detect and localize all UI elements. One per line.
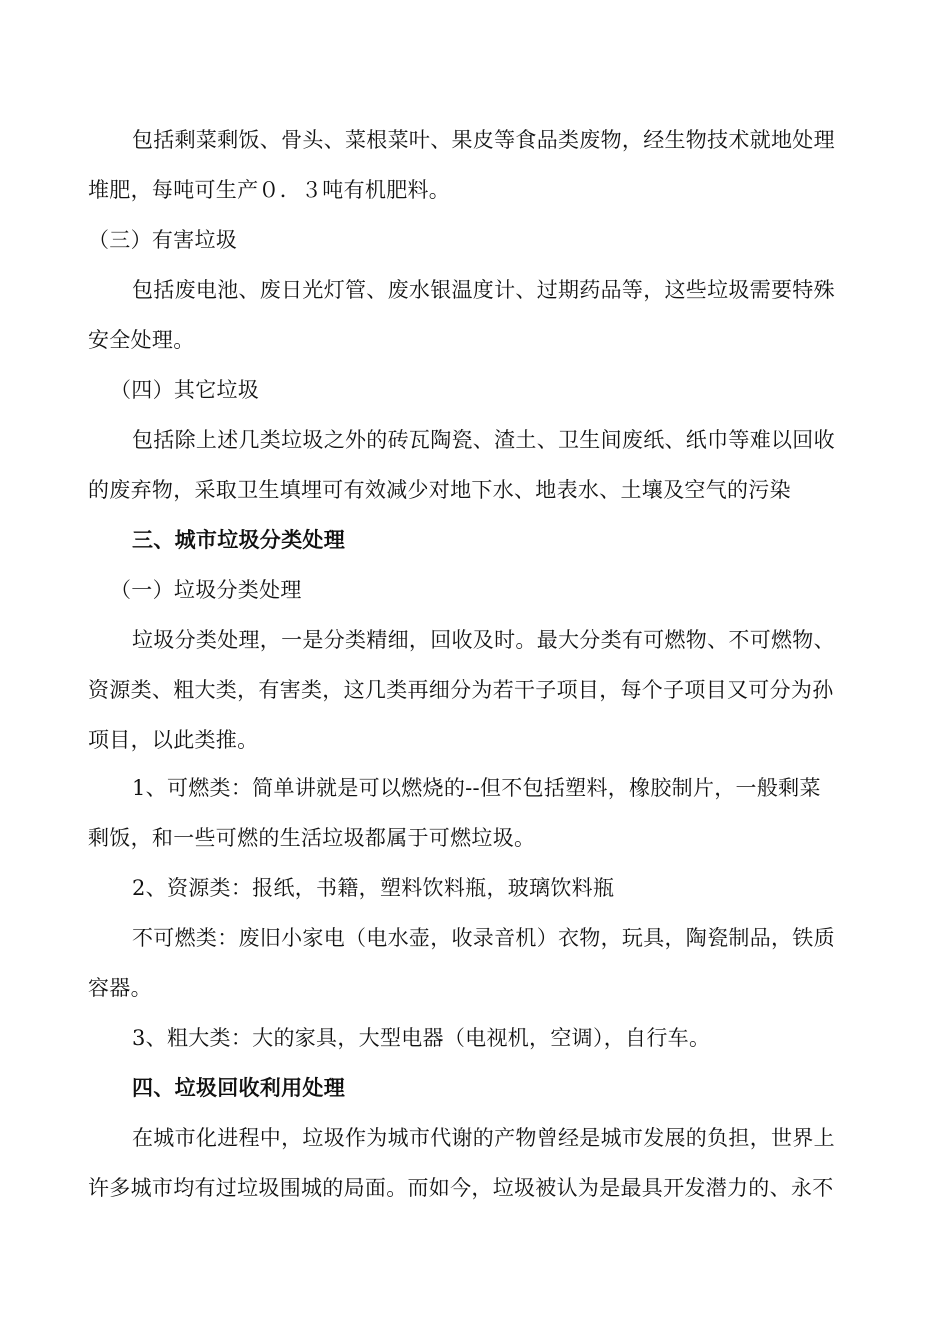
- paragraph-line: 包括剩菜剩饭、骨头、菜根菜叶、果皮等食品类废物，经生物技术就地处理: [132, 128, 835, 152]
- paragraph-line: 垃圾分类处理，一是分类精细，回收及时。最大分类有可燃物、不可燃物、: [132, 628, 835, 652]
- list-item-line: 1、可燃类：简单讲就是可以燃烧的--但不包括塑料，橡胶制片，一般剩菜: [132, 776, 821, 800]
- paragraph-line: 在城市化进程中，垃圾作为城市代谢的产物曾经是城市发展的负担，世界上: [132, 1126, 835, 1150]
- paragraph-line: 包括废电池、废日光灯管、废水银温度计、过期药品等，这些垃圾需要特殊: [132, 278, 835, 302]
- paragraph-line: 堆肥，每吨可生产０．３吨有机肥料。: [88, 178, 451, 202]
- paragraph-line: 资源类、粗大类，有害类，这几类再细分为若干子项目，每个子项目又可分为孙: [88, 678, 834, 702]
- paragraph-line: 项目，以此类推。: [88, 728, 259, 752]
- paragraph-line: 不可燃类：废旧小家电（电水壶，收录音机）衣物，玩具，陶瓷制品，铁质: [132, 926, 835, 950]
- paragraph-line: 的废弃物，采取卫生填埋可有效减少对地下水、地表水、土壤及空气的污染: [88, 478, 791, 502]
- paragraph-line: 包括除上述几类垃圾之外的砖瓦陶瓷、渣土、卫生间废纸、纸巾等难以回收: [132, 428, 835, 452]
- paragraph-line: 许多城市均有过垃圾围城的局面。而如今，垃圾被认为是最具开发潜力的、永不: [88, 1176, 834, 1200]
- list-item-line: 3、粗大类：大的家具，大型电器（电视机，空调），自行车。: [132, 1026, 711, 1050]
- list-item-line: 剩饭，和一些可燃的生活垃圾都属于可燃垃圾。: [88, 826, 536, 850]
- subheading: （四）其它垃圾: [110, 378, 260, 402]
- section-heading: 四、垃圾回收利用处理: [132, 1075, 345, 1100]
- paragraph-line: 容器。: [88, 976, 152, 1000]
- subheading: （三）有害垃圾: [88, 228, 238, 252]
- subheading: （一）垃圾分类处理: [110, 578, 302, 602]
- paragraph-line: 安全处理。: [88, 328, 195, 352]
- section-heading: 三、城市垃圾分类处理: [132, 527, 345, 552]
- list-item-line: 2、资源类：报纸，书籍，塑料饮料瓶，玻璃饮料瓶: [132, 876, 615, 900]
